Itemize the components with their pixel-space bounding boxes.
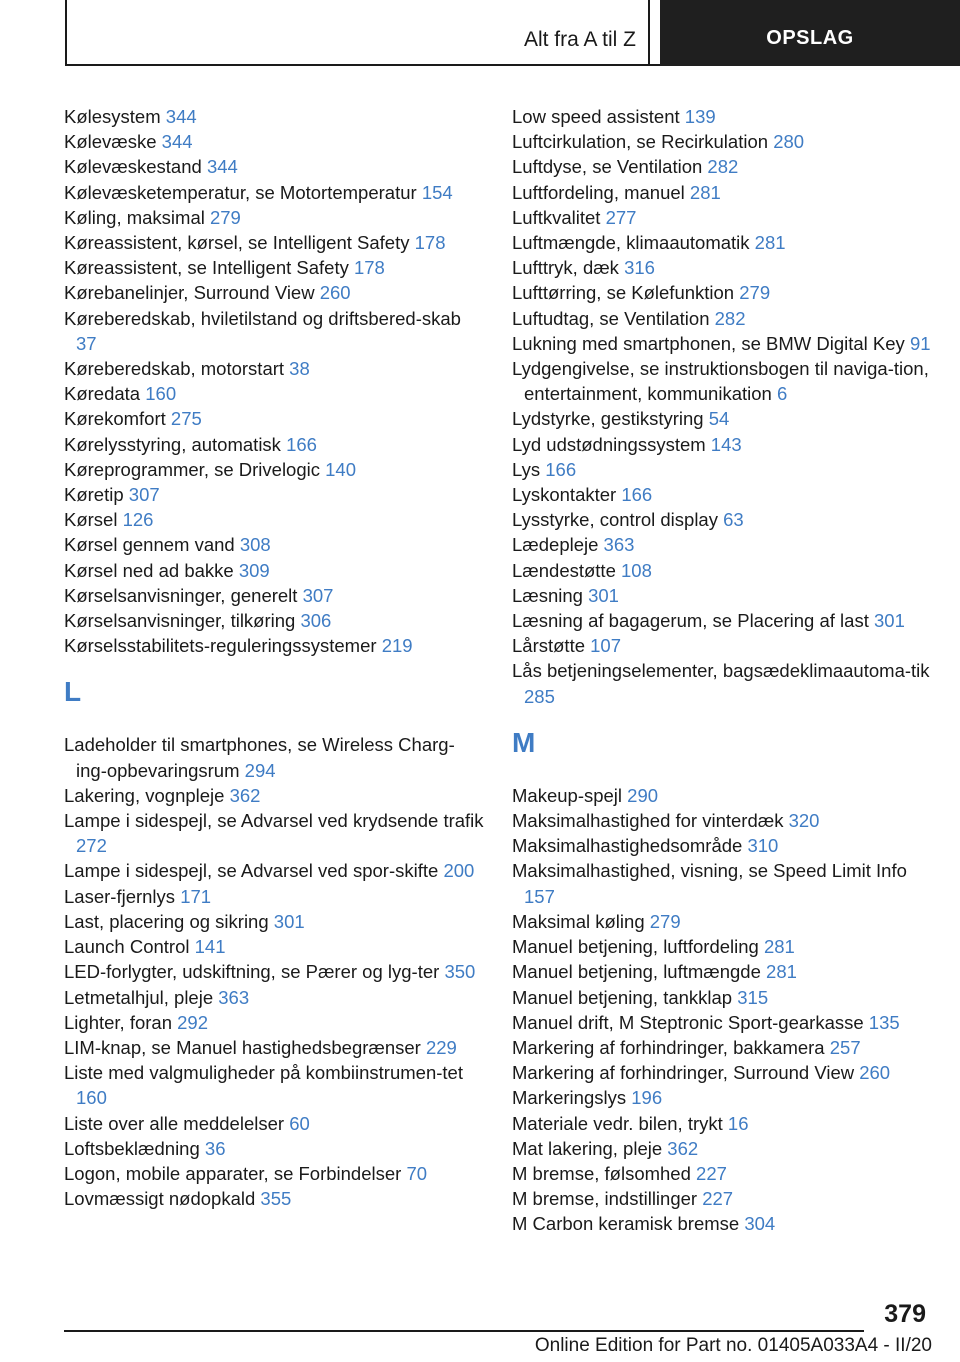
page-reference-link[interactable]: 316 [624,257,655,279]
page-reference-link[interactable]: 157 [524,885,555,907]
page-reference-link[interactable]: 166 [545,458,577,480]
page-reference-link[interactable]: 260 [319,282,351,304]
index-entry [512,406,942,431]
index-entry [64,230,484,255]
page-reference-link[interactable]: 196 [631,1087,663,1109]
page-reference-link[interactable]: 139 [684,106,716,127]
page-reference-link[interactable]: 281 [689,181,721,203]
index-entry-text: Markeringslys [512,1087,627,1109]
index-entry [512,1085,942,1110]
index-entry-text: Last, placering og sikring [64,910,269,932]
index-entry-text: Kørsel ned ad bakke [64,559,234,581]
index-entry-text: Makeup-spejl [512,784,623,806]
index-entry [64,783,484,808]
chapter-tab[interactable] [660,0,960,66]
page-reference-link[interactable]: 140 [325,458,357,480]
index-entry [64,205,484,230]
index-entry-text: Mat lakering, pleje [512,1137,663,1159]
page-reference-link[interactable]: 304 [744,1213,776,1235]
index-entry-text: Manuel betjening, luftmængde [512,961,761,983]
page-reference-link[interactable]: 355 [260,1188,292,1210]
index-entry [512,331,942,356]
page-reference-link[interactable]: 285 [524,685,555,707]
index-entry-text: Køreberedskab, motorstart [64,358,285,380]
index-entry [64,507,484,532]
page-reference-link[interactable]: 227 [696,1162,727,1184]
index-entry-text: Køretip [64,484,124,506]
index-entry [64,356,484,381]
index-entry-text: Maksimalhastighed, visning, se Speed Limit Info [512,860,907,882]
page-reference-link[interactable]: 277 [605,206,637,228]
index-entry [512,129,942,154]
index-entry-text: Køredata [64,383,141,405]
page-reference-link[interactable]: 279 [209,206,241,228]
index-entry [64,280,484,305]
page-reference-link[interactable]: 63 [723,509,744,531]
index-entry-text: Lændestøtte [512,559,616,581]
header-rule [65,64,660,66]
index-entry-text: Luftmængde, klimaautomatik [512,232,750,254]
index-entry [64,306,484,356]
index-entry-text: Kørelysstyring, automatisk [64,433,281,455]
index-entry [512,1186,942,1211]
page-reference-link[interactable]: 310 [747,835,779,857]
index-entry-text: Kørsel gennem vand [64,534,235,556]
index-entry-text: Kørselsstabilitets-reguleringssystemer [64,635,377,657]
index-entry-text: Liste med valgmuligheder på kombiinstrumen-tet [64,1062,463,1084]
index-entry [64,482,484,507]
index-entry-text: Luftdyse, se Ventilation [512,156,703,178]
index-entry [512,154,942,179]
index-entry-text: Lædepleje [512,534,599,556]
index-entry-text: Lyd udstødningssystem [512,433,706,455]
index-entry-text: Køreprogrammer, se Drivelogic [64,458,320,480]
index-entry [64,608,484,633]
page-reference-link[interactable]: 301 [588,584,619,606]
page-reference-link[interactable]: 344 [161,131,193,153]
page-reference-link[interactable]: 301 [273,910,305,932]
index-entry [512,608,942,633]
index-entry-text: Lakering, vognpleje [64,784,225,806]
index-entry-text: Kørebanelinjer, Surround View [64,282,315,304]
index-entry-text: Lufttryk, dæk [512,257,619,279]
page-reference-link[interactable]: 178 [353,257,385,279]
index-entry [512,858,942,908]
index-entry-text: Laser-fjernlys [64,885,176,907]
index-entry-text: Køreassistent, kørsel, se Intelligent Safety [64,232,410,254]
page-reference-link[interactable]: 309 [238,559,270,581]
index-entry [512,558,942,583]
page-reference-link[interactable]: 160 [145,383,177,405]
index-entry [512,1136,942,1161]
index-entry-text: Lydstyrke, gestikstyring [512,408,704,430]
index-column-left [64,104,484,1211]
page-reference-link[interactable]: 16 [727,1112,749,1134]
index-entry-text: Lårstøtte [512,635,585,657]
page-reference-link[interactable]: 166 [286,433,317,455]
page-reference-link[interactable]: 154 [421,181,453,203]
page-reference-link[interactable]: 166 [621,484,653,506]
index-entry-text: Markering af forhindringer, Surround View [512,1062,855,1084]
page-reference-link[interactable]: 292 [177,1011,209,1033]
index-entry-text: Liste over alle meddelelser [64,1112,285,1134]
header-right-border [648,0,650,66]
section-title: Alt fra A til Z [523,28,636,51]
index-entry [512,457,942,482]
index-entry-text: Maksimalhastighedsområde [512,835,743,857]
page-reference-link[interactable]: 272 [76,835,107,857]
index-entry [64,1035,484,1060]
page-reference-link[interactable]: 281 [754,232,786,254]
index-entry [512,583,942,608]
index-entry-text: Markering af forhindringer, bakkamera [512,1036,825,1058]
index-entry [512,1111,942,1136]
index-entry [512,959,942,984]
index-entry-text: Kørsel [64,509,118,531]
page-reference-link[interactable]: 344 [165,106,197,127]
page-reference-link[interactable]: 350 [444,961,476,983]
index-entry [64,1161,484,1186]
index-entry-text: Ladeholder til smartphones, se Wireless Charg-ing-opbevaringsrum [64,734,455,781]
index-entry-text: Materiale vedr. bilen, trykt [512,1112,723,1134]
index-entry [512,658,942,708]
index-entry [512,230,942,255]
page-reference-link[interactable]: 260 [859,1062,891,1084]
index-entry [64,985,484,1010]
index-entry-text: LED-forlygter, udskiftning, se Pærer og lyg-ter [64,961,440,983]
page-reference-link[interactable]: 280 [773,131,805,153]
page-reference-link[interactable]: 275 [170,408,202,430]
index-entry-text: Luftkvalitet [512,206,601,228]
page-reference-link[interactable]: 315 [737,986,769,1008]
index-entry [64,255,484,280]
index-entry-text: Læsning [512,584,583,606]
index-entry-text: Launch Control [64,936,190,958]
index-entry-text: Lysstyrke, control display [512,509,718,531]
page-reference-link[interactable]: 60 [289,1112,310,1134]
index-entry [512,532,942,557]
index-entry [512,833,942,858]
index-entry [64,432,484,457]
index-entry-text: Low speed assistent [512,106,680,127]
page-reference-link[interactable]: 363 [603,534,635,556]
index-letter-heading: L [64,676,82,708]
index-entry-text: Kølevæsketemperatur, se Motortemperatur [64,181,417,203]
index-entry [64,1060,484,1110]
page-reference-link[interactable]: 135 [868,1011,900,1033]
index-entry-text: Lys [512,458,541,480]
index-entry [512,783,942,808]
index-entry-text: Maksimalhastighed for vinterdæk [512,810,784,832]
page-reference-link[interactable]: 6 [776,383,788,405]
index-entry-text: Manuel betjening, tankklap [512,986,733,1008]
index-entry-text: Manuel betjening, luftfordeling [512,936,759,958]
index-entry-text: Luftudtag, se Ventilation [512,307,710,329]
index-entry [64,1186,484,1211]
page-reference-link[interactable]: 362 [667,1137,699,1159]
index-entry-text: Lampe i sidespejl, se Advarsel ved krydsende trafik [64,810,484,832]
index-entry [512,1035,942,1060]
index-entry [512,1010,942,1035]
index-entry [512,482,942,507]
page-reference-link[interactable]: 282 [714,307,746,329]
page-reference-link[interactable]: 200 [443,860,475,882]
index-entry [512,1211,942,1236]
index-entry [512,808,942,833]
index-entry-text: Lås betjeningselementer, bagsædeklimaautoma-tik [512,660,930,682]
index-entry [64,934,484,959]
index-entry [512,633,942,658]
index-entry [512,356,942,406]
index-entry [64,154,484,179]
page-reference-link[interactable]: 279 [649,910,681,932]
index-entry [512,507,942,532]
index-entry [512,985,942,1010]
page-reference-link[interactable]: 307 [302,584,334,606]
page-reference-link[interactable]: 38 [289,358,310,380]
index-entry [64,909,484,934]
footer-rule [64,1330,864,1332]
page-reference-link[interactable]: 301 [874,610,905,632]
index-entry [512,180,942,205]
index-entry [64,381,484,406]
page-reference-link[interactable]: 306 [300,610,332,632]
page-reference-link[interactable]: 107 [590,635,622,657]
index-entry-text: Loftsbeklædning [64,1137,200,1159]
index-entry-text: Kørselsanvisninger, tilkøring [64,610,296,632]
index-entry-text: M Carbon keramisk bremse [512,1213,740,1235]
index-entry [64,884,484,909]
index-entry [64,532,484,557]
index-entry-text: Kørselsanvisninger, generelt [64,584,298,606]
page-reference-link[interactable]: 36 [204,1137,226,1159]
page-reference-link[interactable]: 70 [406,1162,428,1184]
index-entry [64,1136,484,1161]
page-reference-link[interactable]: 308 [239,534,271,556]
page-reference-link[interactable]: 126 [122,509,154,531]
footer-edition-text: Online Edition for Part no. 01405A033A4 - II/20 [534,1335,932,1356]
index-entry [512,306,942,331]
index-entry-text: Lydgengivelse, se instruktionsbogen til naviga-tion, entertainment, kommunikation [512,358,929,405]
index-entry-text: Lovmæssigt nødopkald [64,1188,256,1210]
index-entry-text: Lukning med smartphonen, se BMW Digital Key [512,332,905,354]
page-reference-link[interactable]: 143 [710,433,742,455]
page-reference-link[interactable]: 294 [244,759,276,781]
chapter-tab-label: OPSLAG [766,26,854,49]
index-entry [64,1010,484,1035]
index-entry-text: Lufttørring, se Kølefunktion [512,282,735,304]
page-reference-link[interactable]: 307 [128,484,160,506]
page-reference-link[interactable]: 219 [381,635,413,657]
page-reference-link[interactable]: 37 [76,332,97,354]
index-entry-text: Lyskontakter [512,484,617,506]
page-reference-link[interactable]: 171 [180,885,212,907]
index-entry [64,104,484,129]
page-reference-link[interactable]: 279 [739,282,771,304]
page-reference-link[interactable]: 91 [909,332,931,354]
index-entry-text: Lampe i sidespejl, se Advarsel ved spor-skifte [64,860,439,882]
index-entry [64,633,484,658]
index-entry [64,959,484,984]
page-reference-link[interactable]: 281 [766,961,797,983]
page-reference-link[interactable]: 363 [218,986,250,1008]
index-entry [512,432,942,457]
page-reference-link[interactable]: 178 [414,232,446,254]
index-entry-text: LIM-knap, se Manuel hastighedsbegrænser [64,1036,421,1058]
index-entry [64,406,484,431]
index-letter-heading: M [512,726,536,758]
index-entry [64,858,484,883]
page-reference-link[interactable]: 54 [708,408,730,430]
index-entry-text: Læsning af bagagerum, se Placering af last [512,610,869,632]
index-entry [64,558,484,583]
index-entry-text: Køreberedskab, hviletilstand og driftsbered-skab [64,307,461,329]
index-entry-text: Maksimal køling [512,910,645,932]
index-entry-text: Luftfordeling, manuel [512,181,685,203]
index-entry [512,1060,942,1085]
index-entry [64,129,484,154]
index-entry-text: Letmetalhjul, pleje [64,986,214,1008]
page-reference-link[interactable]: 108 [621,559,652,581]
page-reference-link[interactable]: 344 [206,156,238,178]
index-entry-text: Kølesystem [64,106,161,127]
page-reference-link[interactable]: 282 [707,156,739,178]
page-reference-link[interactable]: 227 [702,1188,734,1210]
page-reference-link[interactable]: 281 [763,936,795,958]
index-entry-text: M bremse, følsomhed [512,1162,691,1184]
page-reference-link[interactable]: 257 [829,1036,861,1058]
index-entry [512,909,942,934]
index-entry [512,104,942,129]
index-entry [512,255,942,280]
index-entry-text: Kørekomfort [64,408,166,430]
index-entry [64,808,484,858]
index-entry-text: Manuel drift, M Steptronic Sport-gearkasse [512,1011,864,1033]
index-entry [512,934,942,959]
index-entry-text: Luftcirkulation, se Recirkulation [512,131,769,153]
index-entry [512,205,942,230]
page-reference-link[interactable]: 229 [425,1036,457,1058]
header-left-border [65,0,67,66]
index-entry [64,1111,484,1136]
page-reference-link[interactable]: 290 [627,784,659,806]
index-entry-text: Logon, mobile apparater, se Forbindelser [64,1162,402,1184]
index-entry-text: Kølevæske [64,131,157,153]
page-reference-link[interactable]: 362 [229,784,261,806]
index-entry-text: Kølevæskestand [64,156,202,178]
index-entry [512,280,942,305]
page-reference-link[interactable]: 160 [76,1087,107,1109]
page-reference-link[interactable]: 320 [788,810,820,832]
index-entry [64,180,484,205]
index-entry-text: Køling, maksimal [64,206,205,228]
index-entry [64,732,484,782]
index-entry [64,583,484,608]
index-entry-text: Lighter, foran [64,1011,172,1033]
index-entry [512,1161,942,1186]
index-entry-text: Køreassistent, se Intelligent Safety [64,257,349,279]
index-entry-text: M bremse, indstillinger [512,1188,698,1210]
index-entry [64,457,484,482]
index-column-right [512,104,942,1237]
page-number: 379 [884,1300,926,1328]
page-reference-link[interactable]: 141 [194,936,226,958]
